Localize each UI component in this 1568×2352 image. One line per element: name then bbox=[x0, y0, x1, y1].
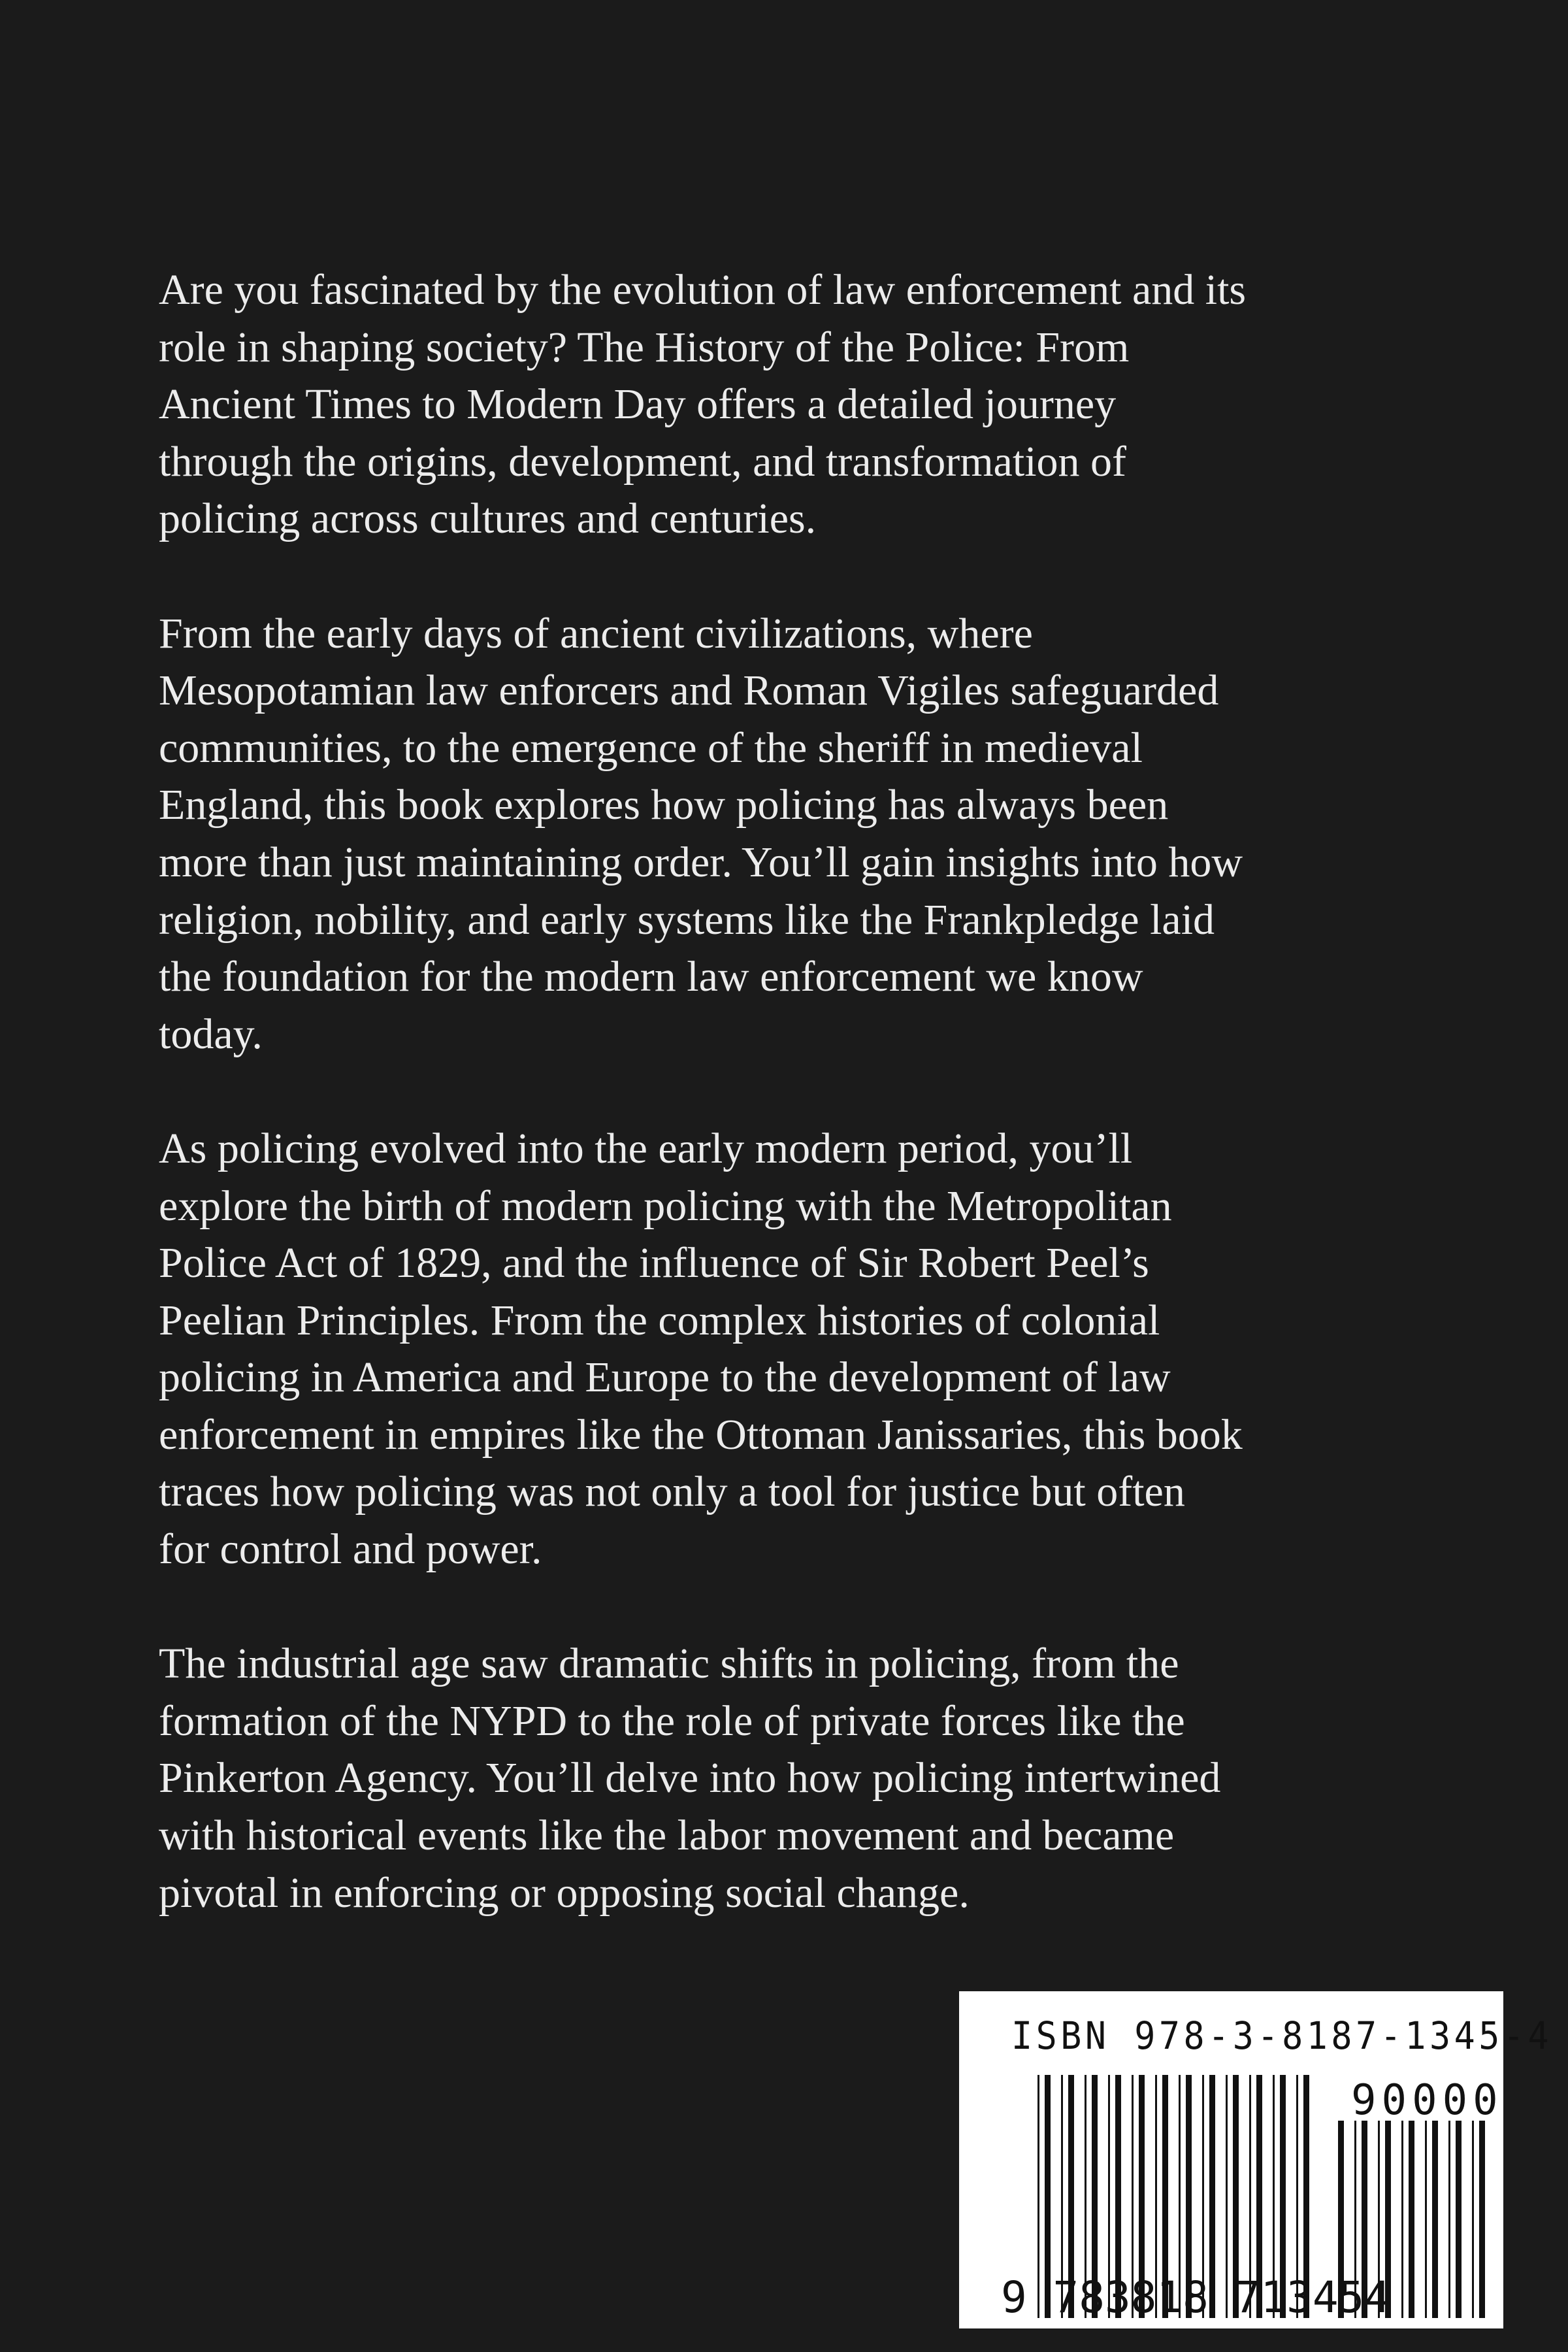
text-line: pivotal in enforcing or opposing social change. bbox=[159, 1868, 970, 1917]
isbn-barcode bbox=[959, 1991, 1553, 2328]
barcode-bar bbox=[1472, 2121, 1474, 2318]
text-line: policing in America and Europe to the development of law bbox=[159, 1353, 1171, 1402]
barcode-bar bbox=[1401, 2121, 1403, 2318]
text-line: today. bbox=[159, 1010, 263, 1058]
barcode-bar bbox=[1456, 2121, 1462, 2318]
blurb-paragraph bbox=[159, 1120, 1465, 1578]
barcode-bar bbox=[1479, 2121, 1485, 2318]
text-line: The industrial age saw dramatic shifts in policing, from the bbox=[159, 1640, 1179, 1688]
blurb-paragraph bbox=[159, 261, 1465, 548]
barcode-bar bbox=[1409, 2121, 1414, 2318]
text-line: Are you fascinated by the evolution of law enforcement and its bbox=[159, 266, 1247, 314]
text-line: communities, to the emergence of the sheriff in medieval bbox=[159, 723, 1143, 772]
text-line: the foundation for the modern law enforcement we know bbox=[159, 953, 1143, 1001]
text-line: explore the birth of modern policing with the Metropolitan bbox=[159, 1182, 1172, 1230]
barcode-bar bbox=[1448, 2121, 1450, 2318]
text-line: more than just maintaining order. You’ll gain insights into how bbox=[159, 838, 1243, 886]
barcode-digits: 9 783818 713454 bbox=[1001, 2272, 1391, 2323]
text-line: formation of the NYPD to the role of private forces like the bbox=[159, 1697, 1185, 1745]
text-line: England, this book explores how policing has always been bbox=[159, 781, 1169, 829]
text-line: From the early days of ancient civilizations, where bbox=[159, 609, 1033, 657]
text-line: enforcement in empires like the Ottoman Janissaries, this book bbox=[159, 1410, 1243, 1459]
text-line: with historical events like the labor movement and became bbox=[159, 1812, 1175, 1860]
text-line: traces how policing was not only a tool for justice but often bbox=[159, 1468, 1185, 1516]
text-line: Ancient Times to Modern Day offers a detailed journey bbox=[159, 380, 1117, 429]
barcode-bar bbox=[1425, 2121, 1427, 2318]
text-line: through the origins, development, and transformation of bbox=[159, 437, 1127, 486]
back-cover-blurb bbox=[159, 261, 1465, 1979]
text-line: role in shaping society? The History of the Police: From bbox=[159, 323, 1130, 371]
barcode-bar bbox=[1432, 2121, 1438, 2318]
text-line: Police Act of 1829, and the influence of Sir Robert Peel’s bbox=[159, 1239, 1149, 1287]
text-line: for control and power. bbox=[159, 1525, 542, 1574]
price-code: 90000 bbox=[1351, 2076, 1503, 2125]
text-line: Mesopotamian law enforcers and Roman Vigiles safeguarded bbox=[159, 667, 1219, 715]
blurb-paragraph bbox=[159, 1635, 1465, 1921]
text-line: As policing evolved into the early modern period, you’ll bbox=[159, 1124, 1133, 1172]
text-line: Peelian Principles. From the complex histories of colonial bbox=[159, 1296, 1160, 1344]
blurb-paragraph bbox=[159, 605, 1465, 1063]
isbn-label: ISBN 978-3-8187-1345-4 bbox=[1011, 2013, 1553, 2058]
text-line: Pinkerton Agency. You’ll delve into how policing intertwined bbox=[159, 1754, 1221, 1802]
text-line: policing across cultures and centuries. bbox=[159, 495, 817, 543]
text-line: religion, nobility, and early systems like the Frankpledge laid bbox=[159, 895, 1215, 944]
